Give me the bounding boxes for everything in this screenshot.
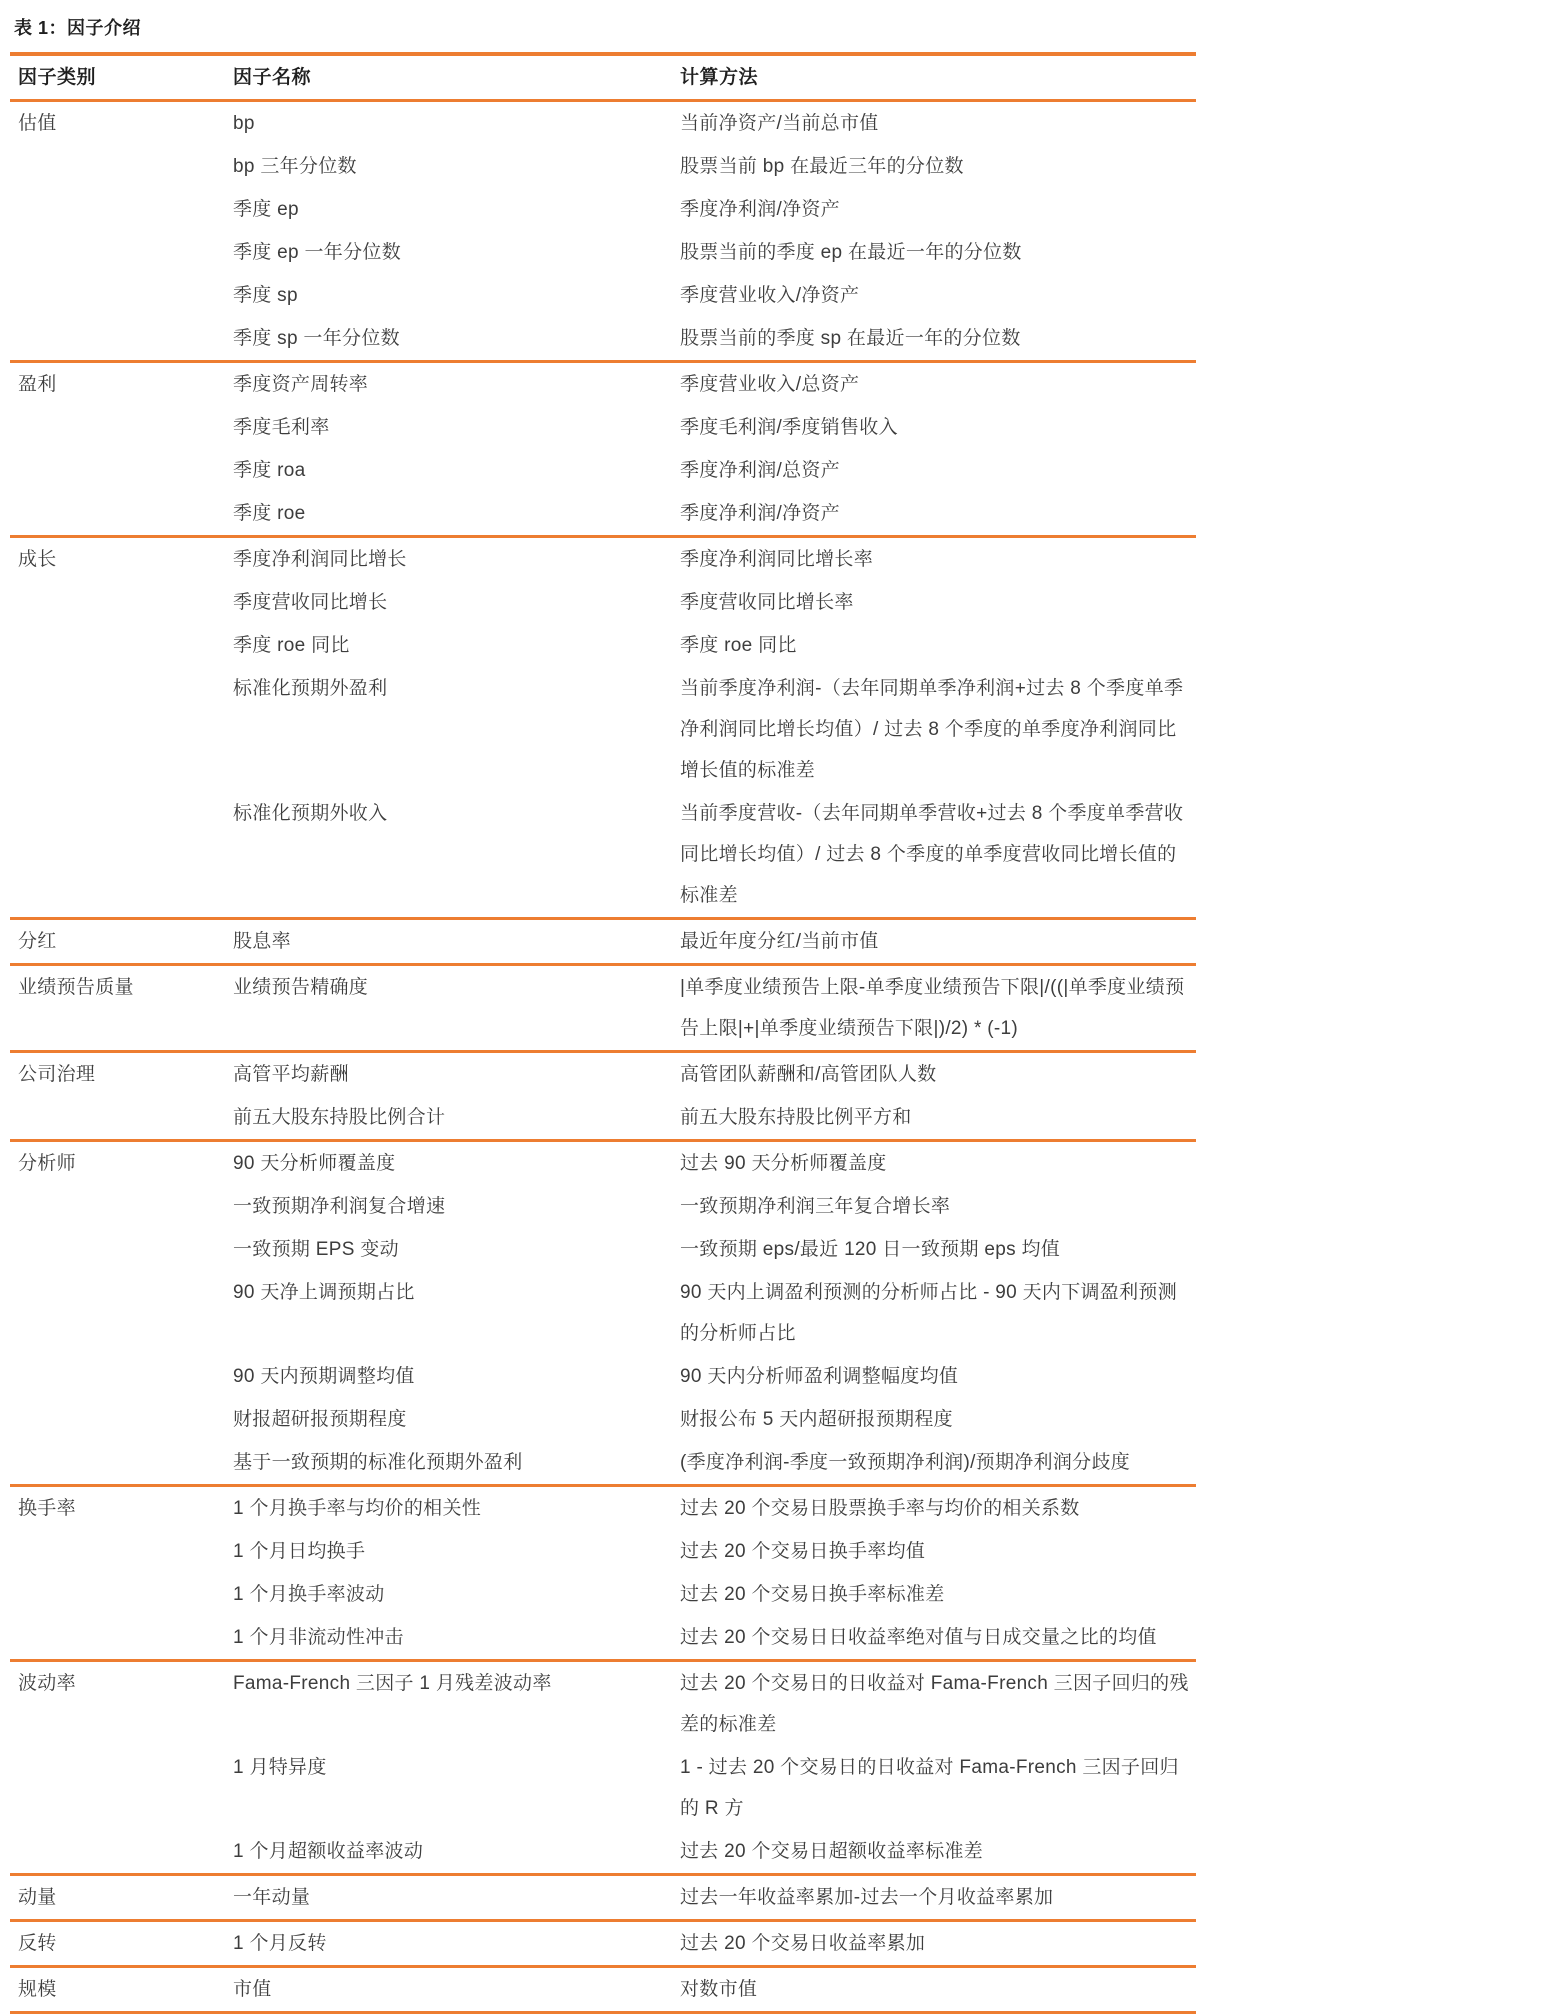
factor-method: 90 天内分析师盈利调整幅度均值: [680, 1366, 959, 1387]
table-row: [10, 492, 1196, 537]
factor-category: [10, 406, 233, 449]
factor-name: 季度 sp 一年分位数: [233, 328, 400, 349]
table-section-10: [10, 1921, 1196, 1967]
factor-category: [10, 1398, 233, 1441]
table-section-0: [10, 101, 1196, 362]
table-section-8: [10, 1661, 1196, 1875]
table-section-9: [10, 1875, 1196, 1921]
factor-category: [10, 1228, 233, 1271]
factor-method: 股票当前 bp 在最近三年的分位数: [680, 156, 964, 177]
factor-method: 季度净利润/净资产: [680, 199, 840, 220]
table-row: [10, 667, 1196, 792]
factor-name: 1 个月反转: [233, 1933, 327, 1954]
factor-method: 季度 roe 同比: [680, 635, 797, 656]
factor-category: [10, 449, 233, 492]
factor-name: 季度 roa: [233, 460, 306, 481]
table-row: [10, 1661, 1196, 1747]
factor-category: 波动率: [18, 1673, 76, 1694]
table-row: [10, 274, 1196, 317]
table-row: [10, 1921, 1196, 1967]
factor-category: [10, 1096, 233, 1141]
table-row: [10, 1398, 1196, 1441]
factor-category: [10, 1573, 233, 1616]
factor-category: [10, 231, 233, 274]
table-header-row: [10, 54, 1196, 101]
factor-name: 季度净利润同比增长: [233, 549, 407, 570]
table-row: [10, 449, 1196, 492]
factor-method: (季度净利润-季度一致预期净利润)/预期净利润分歧度: [680, 1452, 1131, 1473]
factor-name: 高管平均薪酬: [233, 1064, 349, 1085]
factor-method: 季度营业收入/净资产: [680, 285, 860, 306]
factor-category: [10, 667, 233, 792]
factor-category: [10, 1355, 233, 1398]
table-row: [10, 792, 1196, 919]
factor-method: 对数市值: [680, 1979, 758, 2000]
table-section-1: [10, 362, 1196, 537]
table-row: [10, 624, 1196, 667]
factor-category: 成长: [18, 549, 57, 570]
factor-method: 股票当前的季度 sp 在最近一年的分位数: [680, 328, 1021, 349]
table-row: [10, 1616, 1196, 1661]
factor-method: 当前季度营收-（去年同期单季营收+过去 8 个季度单季营收同比增长均值）/ 过去 8 个季度的单季度营收同比增长值的标准差: [680, 803, 1184, 906]
factor-name: 标准化预期外收入: [233, 803, 388, 824]
table-row: [10, 537, 1196, 582]
factor-method: 季度营收同比增长率: [680, 592, 854, 613]
factor-name: 业绩预告精确度: [233, 977, 369, 998]
table-row: [10, 1830, 1196, 1875]
factor-method: 季度净利润/净资产: [680, 503, 840, 524]
table-section-6: [10, 1141, 1196, 1486]
factor-category: [10, 581, 233, 624]
factor-category: 业绩预告质量: [18, 977, 134, 998]
factor-name: 季度 ep 一年分位数: [233, 242, 401, 263]
factor-name: 90 天内预期调整均值: [233, 1366, 415, 1387]
factor-method: 过去 20 个交易日的日收益对 Fama-French 三因子回归的残差的标准差: [680, 1673, 1189, 1735]
table-row: [10, 1271, 1196, 1355]
table-header: [10, 54, 1196, 101]
table-section-4: [10, 965, 1196, 1052]
factor-category: 公司治理: [18, 1064, 96, 1085]
factor-method: 90 天内上调盈利预测的分析师占比 - 90 天内下调盈利预测的分析师占比: [680, 1282, 1178, 1344]
table-row: [10, 1530, 1196, 1573]
table-row: [10, 145, 1196, 188]
factor-category: 分红: [18, 931, 57, 952]
factor-category: [10, 1441, 233, 1486]
table-row: [10, 317, 1196, 362]
table-row: [10, 406, 1196, 449]
factor-category: [10, 317, 233, 362]
factor-method: 1 - 过去 20 个交易日的日收益对 Fama-French 三因子回归的 R 方: [680, 1757, 1179, 1819]
table-row: [10, 1441, 1196, 1486]
factor-method: 当前净资产/当前总市值: [680, 113, 879, 134]
factor-method: 股票当前的季度 ep 在最近一年的分位数: [680, 242, 1022, 263]
factor-method: 过去 20 个交易日日收益率绝对值与日成交量之比的均值: [680, 1627, 1157, 1648]
factor-name: 1 个月超额收益率波动: [233, 1841, 424, 1862]
factor-category: 反转: [18, 1933, 57, 1954]
factor-name: 季度 roe 同比: [233, 635, 350, 656]
factor-category: 盈利: [18, 374, 57, 395]
factor-method: 前五大股东持股比例平方和: [680, 1107, 912, 1128]
factor-name: bp: [233, 113, 255, 134]
factor-name: 1 月特异度: [233, 1757, 327, 1778]
factor-category: [10, 1746, 233, 1830]
factor-name: 基于一致预期的标准化预期外盈利: [233, 1452, 523, 1473]
factor-name: 一致预期净利润复合增速: [233, 1196, 446, 1217]
factor-category: [10, 624, 233, 667]
factor-name: 1 个月非流动性冲击: [233, 1627, 404, 1648]
factor-method: 过去 20 个交易日收益率累加: [680, 1933, 926, 1954]
table-section-2: [10, 537, 1196, 919]
table-row: [10, 1052, 1196, 1097]
factor-name: 季度 sp: [233, 285, 298, 306]
factor-name: 90 天分析师覆盖度: [233, 1153, 396, 1174]
table-section-5: [10, 1052, 1196, 1141]
table-row: [10, 919, 1196, 965]
table-row: [10, 1875, 1196, 1921]
factor-name: 季度 roe: [233, 503, 306, 524]
factor-name: 1 个月换手率波动: [233, 1584, 385, 1605]
factor-category: [10, 188, 233, 231]
table-row: [10, 1573, 1196, 1616]
factor-name: 季度营收同比增长: [233, 592, 388, 613]
factor-method: 财报公布 5 天内超研报预期程度: [680, 1409, 953, 1430]
table-row: [10, 1746, 1196, 1830]
table-row: [10, 231, 1196, 274]
factor-table: [10, 52, 1196, 2014]
table-row: [10, 581, 1196, 624]
factor-method: 季度净利润/总资产: [680, 460, 840, 481]
factor-category: 估值: [18, 113, 57, 134]
column-header-category: 因子类别: [18, 67, 97, 88]
table-row: [10, 965, 1196, 1052]
table-row: [10, 101, 1196, 146]
factor-category: [10, 274, 233, 317]
factor-category: [10, 1185, 233, 1228]
table-row: [10, 1228, 1196, 1271]
table-row: [10, 1141, 1196, 1186]
table-section-7: [10, 1486, 1196, 1661]
factor-name: 1 个月换手率与均价的相关性: [233, 1498, 482, 1519]
factor-name: 季度 ep: [233, 199, 299, 220]
factor-method: 季度毛利润/季度销售收入: [680, 417, 898, 438]
factor-method: 季度营业收入/总资产: [680, 374, 860, 395]
factor-method: 季度净利润同比增长率: [680, 549, 874, 570]
table-row: [10, 188, 1196, 231]
column-header-method: 计算方法: [680, 67, 759, 88]
factor-category: [10, 1271, 233, 1355]
table-row: [10, 1185, 1196, 1228]
factor-name: 1 个月日均换手: [233, 1541, 366, 1562]
table-row: [10, 362, 1196, 407]
factor-category: [10, 1830, 233, 1875]
factor-method: 最近年度分红/当前市值: [680, 931, 879, 952]
factor-method: 一致预期 eps/最近 120 日一致预期 eps 均值: [680, 1239, 1061, 1260]
factor-category: [10, 492, 233, 537]
table-row: [10, 1486, 1196, 1531]
factor-category: 分析师: [18, 1153, 76, 1174]
factor-category: [10, 145, 233, 188]
factor-name: 一致预期 EPS 变动: [233, 1239, 399, 1260]
factor-method: 过去 90 天分析师覆盖度: [680, 1153, 887, 1174]
factor-name: 季度毛利率: [233, 417, 330, 438]
table-title: 表 1：因子介绍: [14, 18, 142, 38]
factor-method: 过去 20 个交易日换手率均值: [680, 1541, 926, 1562]
factor-method: 过去 20 个交易日换手率标准差: [680, 1584, 945, 1605]
column-header-name: 因子名称: [233, 67, 312, 88]
factor-name: 股息率: [233, 931, 291, 952]
factor-name: 财报超研报预期程度: [233, 1409, 407, 1430]
factor-method: 过去 20 个交易日股票换手率与均价的相关系数: [680, 1498, 1080, 1519]
table-section-11: [10, 1967, 1196, 2013]
factor-name: 季度资产周转率: [233, 374, 369, 395]
factor-category: 换手率: [18, 1498, 76, 1519]
factor-category: [10, 1616, 233, 1661]
factor-method: 过去一年收益率累加-过去一个月收益率累加: [680, 1887, 1054, 1908]
factor-method: 当前季度净利润-（去年同期单季净利润+过去 8 个季度单季净利润同比增长均值）/ 过去 8 个季度的单季度净利润同比增长值的标准差: [680, 678, 1184, 781]
factor-method: 一致预期净利润三年复合增长率: [680, 1196, 951, 1217]
table-row: [10, 1355, 1196, 1398]
factor-name: Fama-French 三因子 1 月残差波动率: [233, 1673, 552, 1694]
factor-name: 前五大股东持股比例合计: [233, 1107, 446, 1128]
factor-name: 一年动量: [233, 1887, 311, 1908]
table-row: [10, 1096, 1196, 1141]
factor-name: 标准化预期外盈利: [233, 678, 388, 699]
factor-category: [10, 792, 233, 919]
factor-method: 过去 20 个交易日超额收益率标准差: [680, 1841, 984, 1862]
factor-name: 市值: [233, 1979, 272, 2000]
factor-category: 规模: [18, 1979, 57, 2000]
table-row: [10, 1967, 1196, 2013]
factor-method: 高管团队薪酬和/高管团队人数: [680, 1064, 937, 1085]
table-section-3: [10, 919, 1196, 965]
factor-name: 90 天净上调预期占比: [233, 1282, 415, 1303]
factor-name: bp 三年分位数: [233, 156, 357, 177]
factor-category: [10, 1530, 233, 1573]
factor-category: 动量: [18, 1887, 57, 1908]
factor-method: |单季度业绩预告上限-单季度业绩预告下限|/((|单季度业绩预告上限|+|单季度业绩预告下限|)/2) * (-1): [680, 977, 1185, 1039]
